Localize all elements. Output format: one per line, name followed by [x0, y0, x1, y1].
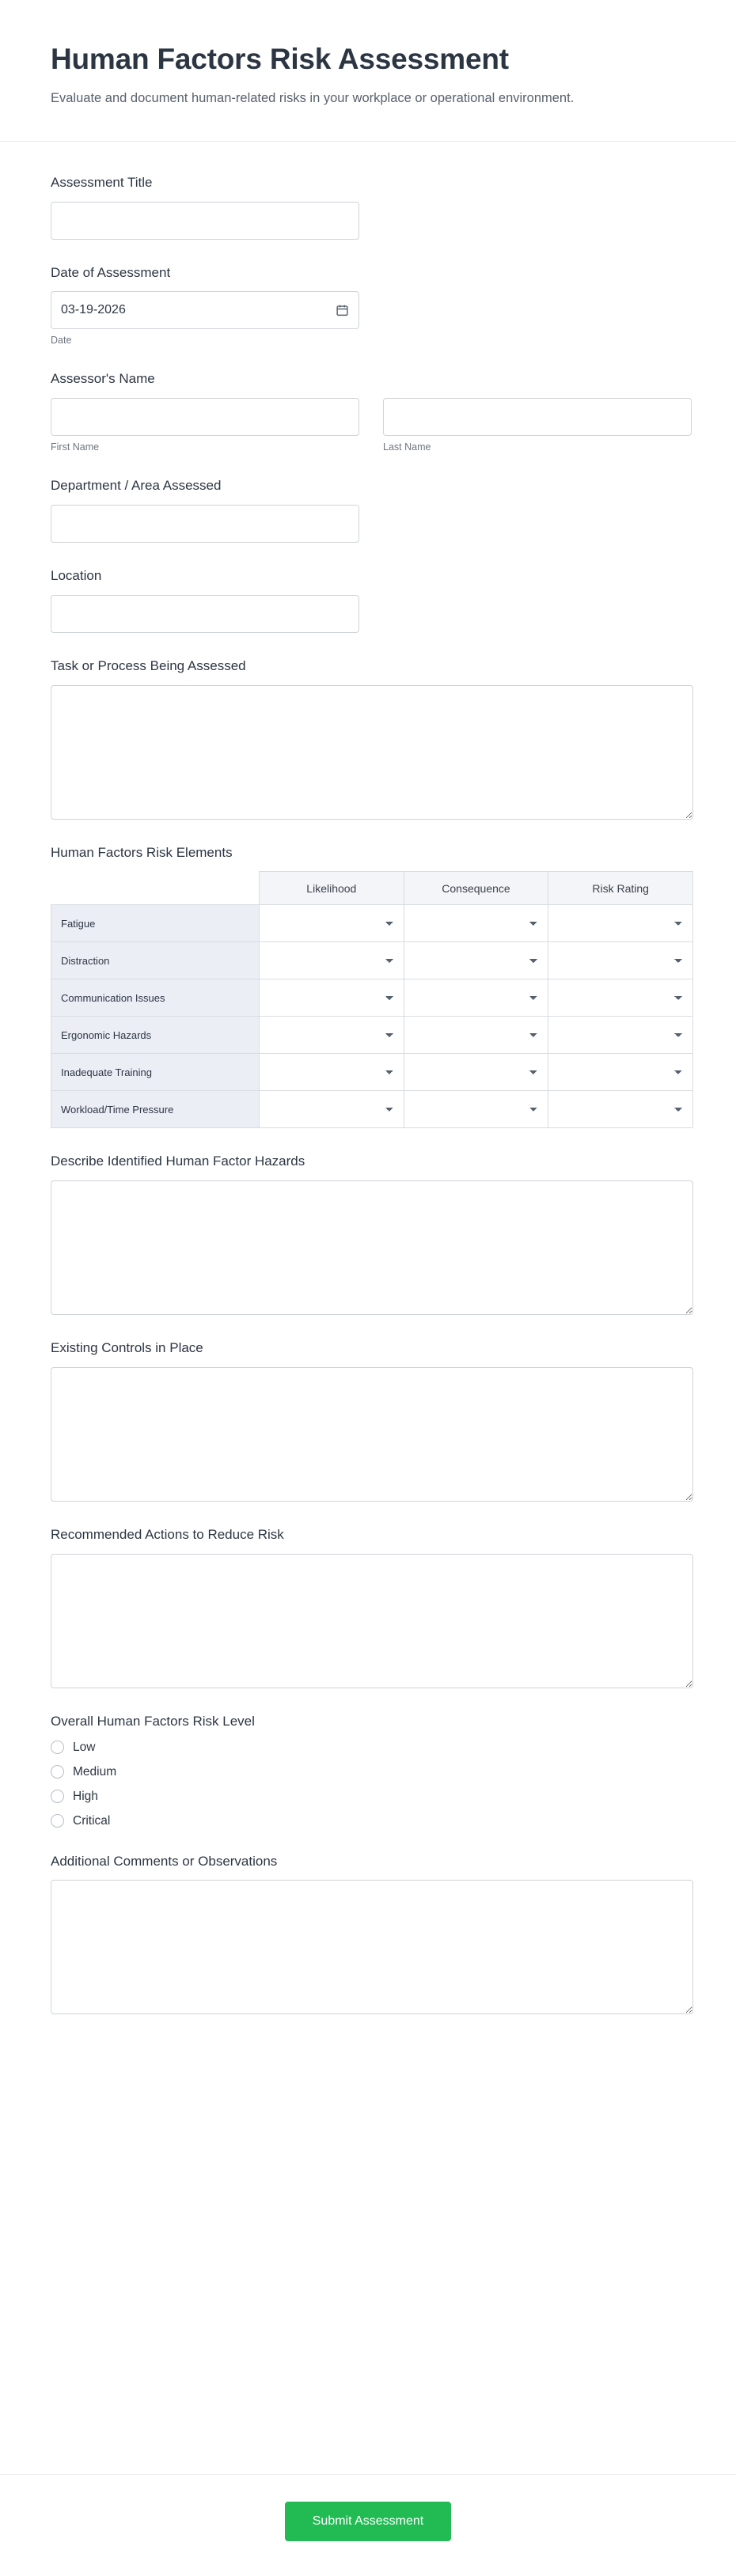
field-assessor-name: [51, 369, 685, 453]
hazards-label: Describe Identified Human Factor Hazards: [51, 1154, 305, 1169]
table-row: [51, 1091, 693, 1128]
cell-distraction-consequence[interactable]: [404, 942, 548, 979]
first-name-input[interactable]: [51, 398, 359, 436]
field-recommended-actions: [51, 1525, 685, 1688]
form-body: [0, 142, 736, 2447]
cell-fatigue-consequence[interactable]: [404, 905, 548, 942]
select-training-consequence[interactable]: [404, 1055, 548, 1090]
department-label: Department / Area Assessed: [51, 478, 222, 494]
radio-circle-icon: [51, 1741, 64, 1754]
select-workload-consequence[interactable]: [404, 1092, 548, 1127]
cell-workload-likelihood[interactable]: [260, 1091, 404, 1128]
last-name-sub-label: Last Name: [383, 441, 431, 453]
select-communication-consequence[interactable]: [404, 980, 548, 1016]
radio-option-medium[interactable]: [51, 1765, 685, 1779]
radio-circle-icon: [51, 1765, 64, 1779]
form-header: [0, 0, 736, 142]
cell-workload-risk-rating[interactable]: [548, 1091, 693, 1128]
field-additional-comments: [51, 1852, 685, 2015]
select-communication-likelihood[interactable]: [260, 980, 404, 1016]
table-corner-cell: [51, 872, 260, 905]
radio-circle-icon: [51, 1790, 64, 1803]
field-task-process: [51, 657, 685, 820]
row-header-communication-issues: Communication Issues: [51, 979, 260, 1017]
cell-distraction-likelihood[interactable]: [260, 942, 404, 979]
hazards-textarea[interactable]: [51, 1180, 693, 1315]
select-distraction-risk-rating[interactable]: [548, 943, 692, 979]
table-row: [51, 942, 693, 979]
last-name-input[interactable]: [383, 398, 692, 436]
select-distraction-consequence[interactable]: [404, 943, 548, 979]
assessor-name-label: Assessor's Name: [51, 371, 155, 387]
column-header-likelihood: Likelihood: [260, 872, 404, 905]
field-assessment-title: [51, 173, 685, 240]
cell-communication-consequence[interactable]: [404, 979, 548, 1017]
overall-risk-level-options: [51, 1741, 685, 1828]
existing-controls-label: Existing Controls in Place: [51, 1340, 203, 1356]
cell-training-consequence[interactable]: [404, 1054, 548, 1091]
page-subtitle: Evaluate and document human-related risks in your workplace or operational environment.: [51, 91, 575, 106]
overall-risk-level-label: Overall Human Factors Risk Level: [51, 1713, 255, 1729]
select-fatigue-likelihood[interactable]: [260, 906, 404, 941]
field-overall-risk-level: [51, 1712, 685, 1828]
task-process-label: Task or Process Being Assessed: [51, 657, 246, 673]
radio-label-low: Low: [73, 1740, 96, 1754]
assessor-name-row: [51, 398, 685, 453]
risk-elements-tbody: [51, 905, 693, 1128]
field-hazards: [51, 1152, 685, 1315]
table-header-row: [51, 872, 693, 905]
cell-fatigue-risk-rating[interactable]: [548, 905, 693, 942]
select-training-risk-rating[interactable]: [548, 1055, 692, 1090]
select-ergonomic-likelihood[interactable]: [260, 1017, 404, 1053]
recommended-actions-label: Recommended Actions to Reduce Risk: [51, 1526, 284, 1542]
date-sub-label: Date: [51, 335, 72, 347]
location-input[interactable]: [51, 595, 359, 633]
cell-ergonomic-consequence[interactable]: [404, 1017, 548, 1054]
field-existing-controls: [51, 1339, 685, 1502]
column-header-consequence: Consequence: [404, 872, 548, 905]
assessment-title-label: Assessment Title: [51, 174, 153, 190]
select-fatigue-consequence[interactable]: [404, 906, 548, 941]
assessment-title-input[interactable]: [51, 202, 359, 240]
page-title: Human Factors Risk Assessment: [51, 43, 509, 75]
select-communication-risk-rating[interactable]: [548, 980, 692, 1016]
date-input-wrap: [51, 291, 359, 329]
table-row: [51, 1054, 693, 1091]
cell-fatigue-likelihood[interactable]: [260, 905, 404, 942]
form-footer: [0, 2474, 736, 2576]
first-name-sub-label: First Name: [51, 441, 100, 453]
radio-option-critical[interactable]: [51, 1814, 685, 1828]
field-department: [51, 476, 685, 543]
table-row: [51, 1017, 693, 1054]
cell-communication-risk-rating[interactable]: [548, 979, 693, 1017]
risk-elements-table: [51, 871, 693, 1128]
cell-communication-likelihood[interactable]: [260, 979, 404, 1017]
table-row: [51, 905, 693, 942]
row-header-workload-time-pressure: Workload/Time Pressure: [51, 1091, 260, 1128]
row-header-fatigue: Fatigue: [51, 905, 260, 942]
select-training-likelihood[interactable]: [260, 1055, 404, 1090]
cell-distraction-risk-rating[interactable]: [548, 942, 693, 979]
radio-circle-icon: [51, 1814, 64, 1828]
date-of-assessment-label: Date of Assessment: [51, 264, 171, 280]
existing-controls-textarea[interactable]: [51, 1367, 693, 1502]
row-header-ergonomic-hazards: Ergonomic Hazards: [51, 1017, 260, 1054]
select-workload-risk-rating[interactable]: [548, 1092, 692, 1127]
location-label: Location: [51, 568, 102, 583]
first-name-col: [51, 398, 359, 453]
additional-comments-label: Additional Comments or Observations: [51, 1853, 278, 1869]
select-ergonomic-consequence[interactable]: [404, 1017, 548, 1053]
cell-training-risk-rating[interactable]: [548, 1054, 693, 1091]
cell-workload-consequence[interactable]: [404, 1091, 548, 1128]
task-process-textarea[interactable]: [51, 685, 693, 820]
table-row: [51, 979, 693, 1017]
column-header-risk-rating: Risk Rating: [548, 872, 693, 905]
cell-ergonomic-risk-rating[interactable]: [548, 1017, 693, 1054]
additional-comments-textarea[interactable]: [51, 1880, 693, 2014]
cell-ergonomic-likelihood[interactable]: [260, 1017, 404, 1054]
select-fatigue-risk-rating[interactable]: [548, 906, 692, 941]
risk-elements-label: Human Factors Risk Elements: [51, 844, 233, 860]
select-distraction-likelihood[interactable]: [260, 943, 404, 979]
select-workload-likelihood[interactable]: [260, 1092, 404, 1127]
cell-training-likelihood[interactable]: [260, 1054, 404, 1091]
field-risk-elements: [51, 843, 685, 1129]
last-name-col: [383, 398, 692, 453]
radio-option-low[interactable]: [51, 1741, 685, 1755]
row-header-inadequate-training: Inadequate Training: [51, 1054, 260, 1091]
radio-label-critical: Critical: [73, 1813, 111, 1828]
submit-button[interactable]: Submit Assessment: [285, 2502, 451, 2541]
radio-label-medium: Medium: [73, 1764, 117, 1779]
date-of-assessment-input[interactable]: [51, 291, 359, 329]
recommended-actions-textarea[interactable]: [51, 1554, 693, 1688]
department-input[interactable]: [51, 505, 359, 543]
select-ergonomic-risk-rating[interactable]: [548, 1017, 692, 1053]
field-location: [51, 566, 685, 633]
risk-elements-thead: [51, 872, 693, 905]
radio-label-high: High: [73, 1789, 98, 1803]
radio-option-high[interactable]: [51, 1790, 685, 1804]
field-date-of-assessment: [51, 263, 685, 347]
row-header-distraction: Distraction: [51, 942, 260, 979]
